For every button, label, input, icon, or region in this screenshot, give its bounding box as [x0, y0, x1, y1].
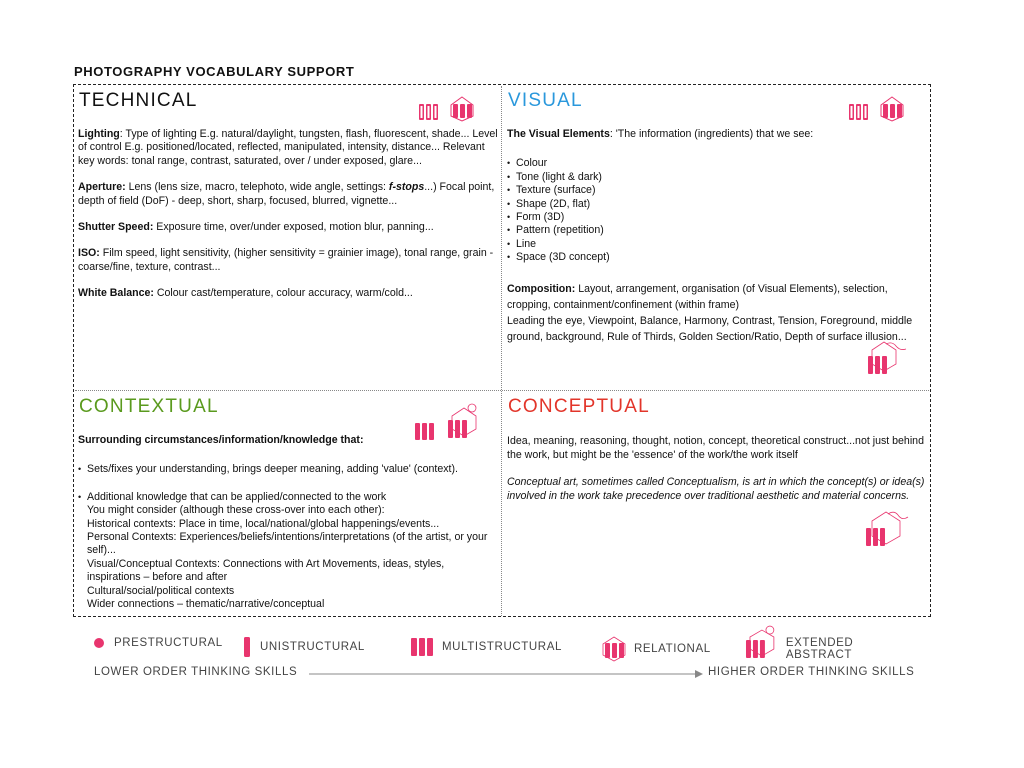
relational-icon: [880, 96, 904, 122]
higher-order-label: HIGHER ORDER THINKING SKILLS: [708, 666, 915, 678]
conceptual-section: [507, 396, 927, 516]
legend-label: PRESTRUCTURAL: [114, 637, 223, 649]
legend-label: UNISTRUCTURAL: [260, 641, 365, 653]
contextual-line: Personal Contexts: Experiences/beliefs/intentions/interpretations (of the artist, or your self)...: [87, 531, 488, 557]
list-item: • Form (3D): [507, 211, 927, 224]
arrow-right-icon: [309, 668, 704, 680]
shutter-paragraph: Shutter Speed: Exposure time, over/under exposed, motion blur, panning...: [78, 221, 434, 234]
grid-divider-vertical: [501, 86, 502, 616]
conceptual-heading: CONCEPTUAL: [508, 396, 650, 417]
multistructural-icon: [414, 420, 436, 442]
list-item: • Texture (surface): [507, 184, 927, 197]
contextual-line: Cultural/social/political contexts: [87, 584, 235, 597]
contextual-bullet-1: [78, 463, 498, 476]
legend-unistructural: [242, 636, 365, 658]
legend-label: RELATIONAL: [634, 643, 711, 655]
extended-abstract-icon: [862, 506, 912, 552]
contextual-line: You might consider (although these cross-over into each other):: [87, 504, 385, 517]
composition-paragraph: Composition: Layout, arrangement, organisation (of Visual Elements), selection, cropping, containment/confinement (within frame) Leading the eye, Viewpoint, Balance, Harmony, Contrast, Tension, Foreground, middle ground, background, Rule of Thirds, Golden Section/Ratio, Depth of surface illusion...: [507, 282, 913, 343]
conceptual-quote: Conceptual art, sometimes called Conceptualism, is art in which the concept(s) or idea(s) involved in the work take precedence over traditional aesthetic and material concerns.: [507, 476, 925, 502]
list-item: • Shape (2D, flat): [507, 198, 927, 211]
visual-heading: VISUAL: [508, 90, 583, 111]
relational-icon: [602, 636, 626, 662]
lower-order-label: LOWER ORDER THINKING SKILLS: [94, 666, 298, 678]
list-item: • Pattern (repetition): [507, 224, 927, 237]
multistructural-icon: [848, 102, 870, 122]
technical-section: [78, 90, 498, 314]
extended-abstract-icon: [744, 624, 778, 662]
legend-multistructural: [410, 636, 562, 658]
contextual-solo-icons: [414, 402, 480, 442]
relational-icon: [450, 96, 474, 122]
extended-abstract-icon: [862, 338, 910, 380]
list-item: • Tone (light & dark): [507, 171, 927, 184]
legend-relational: [602, 636, 711, 662]
contextual-bullet-2: [78, 491, 498, 504]
visual-elements-intro: The Visual Elements: 'The information (ingredients) that we see:: [507, 128, 814, 140]
list-item: • Colour: [507, 157, 927, 170]
technical-solo-icons: [418, 96, 474, 122]
lighting-paragraph: Lighting: Type of lighting E.g. natural/daylight, tungsten, flash, fluorescent, shade... Level of control E.g. positioned/located, reflected, manipulated, intensity, distance... Relevant key words: tonal range, contrast, saturated, over / under exposed, glare...: [78, 128, 498, 167]
contextual-line: Wider connections – thematic/narrative/conceptual: [87, 598, 325, 611]
solo-taxonomy-legend: [92, 636, 922, 660]
list-item: • Line: [507, 238, 927, 251]
legend-label: MULTISTRUCTURAL: [442, 641, 562, 653]
legend-label: EXTENDED ABSTRACT: [785, 637, 854, 661]
unistructural-icon: [242, 636, 252, 658]
contextual-intro: Surrounding circumstances/information/knowledge that:: [78, 434, 364, 446]
list-item: • Space (3D concept): [507, 251, 927, 264]
multistructural-icon: [418, 102, 440, 122]
visual-solo-icons: [848, 96, 904, 122]
grid-divider-horizontal: [75, 390, 929, 391]
contextual-heading: CONTEXTUAL: [79, 396, 219, 417]
aperture-paragraph: Aperture: Lens (lens size, macro, telephoto, wide angle, settings: f-stops...) Focal point, depth of field (DoF) - deep, short, sharp, focused, blurred, vignette...: [78, 181, 495, 207]
iso-paragraph: ISO: Film speed, light sensitivity, (higher sensitivity = grainier image), tonal range, grain - coarse/fine, texture, contrast...: [78, 247, 494, 273]
conceptual-text: Idea, meaning, reasoning, thought, notion, concept, theoretical construct...not just behind the work, but might be the 'essence' of the work/the work itself: [507, 435, 924, 461]
list-item: • Sets/fixes your understanding, brings deeper meaning, adding 'value' (context).: [78, 463, 498, 476]
legend-prestructural: [92, 636, 223, 650]
extended-abstract-icon: [446, 402, 480, 442]
white-balance-paragraph: White Balance: Colour cast/temperature, colour accuracy, warm/cold...: [78, 287, 413, 300]
contextual-line: Visual/Conceptual Contexts: Connections with Art Movements, ideas, styles, inspirations – before and after: [87, 557, 445, 584]
legend-extended-abstract: [744, 624, 922, 662]
prestructural-icon: [92, 636, 106, 650]
multistructural-icon: [410, 636, 434, 658]
page-title: PHOTOGRAPHY VOCABULARY SUPPORT: [74, 64, 355, 79]
visual-elements-list: [507, 157, 927, 264]
contextual-line: Historical contexts: Place in time, local/national/global happenings/events...: [87, 517, 440, 530]
list-item: • Additional knowledge that can be applied/connected to the work: [78, 491, 498, 504]
technical-heading: TECHNICAL: [79, 90, 198, 111]
visual-section: [507, 90, 927, 358]
